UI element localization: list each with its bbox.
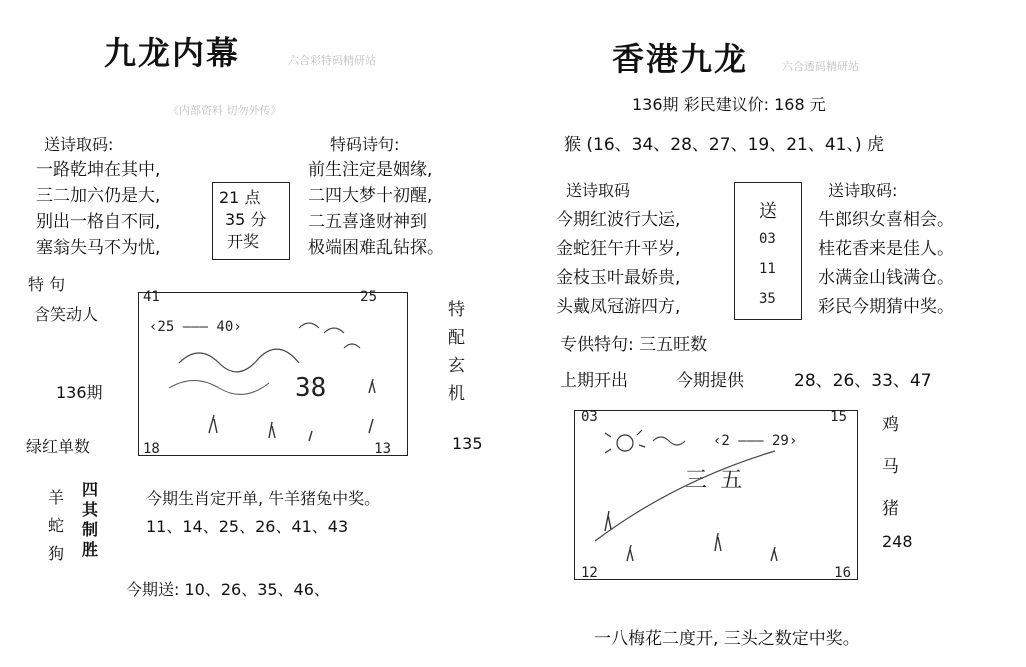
- left-sketch-frame: [138, 289, 408, 457]
- zodiac-mid-col: [82, 480, 98, 560]
- hint-line: 136期: [56, 383, 103, 402]
- side-label: 特: [448, 300, 465, 320]
- poem-line: 金蛇狂午升平岁,: [556, 239, 681, 259]
- side-label: 猪: [882, 499, 899, 519]
- sketch-number: 38: [295, 373, 327, 403]
- poem-line: 一路乾坤在其中,: [36, 160, 161, 180]
- right-side-labels: [882, 404, 899, 530]
- sketch-corner-br: 13: [374, 441, 391, 457]
- left-title: 九龙内幕: [104, 34, 241, 72]
- left-sketch-drawing: [139, 293, 407, 455]
- right-subtitle: 六合透码精研站: [782, 60, 859, 73]
- poem-line: 三二加六仍是大,: [36, 186, 161, 206]
- zodiac-sign: 羊: [48, 488, 65, 507]
- right-poem-right: [818, 206, 954, 322]
- poem-line: 水满金山钱满仓。: [818, 268, 954, 288]
- right-poem-header-left: 送诗取码: [566, 181, 631, 200]
- send-line: 今期送: 10、26、35、46、: [126, 580, 330, 599]
- sketch-number: 三 五: [685, 468, 743, 493]
- verse-line: 极端困难乱钻探。: [308, 238, 444, 258]
- zodiac-char: 胜: [82, 540, 99, 559]
- left-note: 《内部资料 切勿外传》: [168, 104, 282, 117]
- special-line: 专供特句: 三五旺数: [560, 335, 708, 355]
- poem-line: 桂花香来是佳人。: [818, 239, 954, 259]
- box-line: 送: [759, 201, 777, 222]
- monkey-line: 猴 (16、34、28、27、19、21、41、) 虎: [564, 135, 884, 155]
- poem-line: 头戴凤冠游四方,: [556, 297, 681, 317]
- poem-line: 塞翁失马不为忧,: [36, 238, 161, 258]
- sketch-arrow-range: ‹25 ——— 40›: [149, 319, 242, 335]
- sketch-corner-bl: 12: [581, 565, 598, 581]
- zodiac-sign: 狗: [48, 544, 65, 563]
- zodiac-char: 四: [82, 480, 99, 499]
- side-label: 鸡: [882, 415, 899, 435]
- verse-line: 前生注定是姻缘,: [308, 160, 433, 180]
- box-line: 35 分: [225, 210, 267, 229]
- right-sketch-frame: [574, 410, 858, 580]
- side-label: 马: [882, 457, 899, 477]
- send-code-box: [734, 182, 802, 320]
- zodiac-char: 其: [82, 500, 99, 519]
- hint-line: 绿红单数: [26, 437, 91, 456]
- sketch-corner-tl: 41: [143, 289, 160, 305]
- left-verse: [308, 157, 444, 261]
- draw-time-box: [212, 182, 290, 260]
- right-title: 香港九龙: [612, 40, 749, 78]
- verse-line: 二四大梦十初醒,: [308, 186, 433, 206]
- box-number: 03: [759, 231, 776, 247]
- right-side-number: 248: [882, 532, 913, 551]
- sketch-corner-tr: 15: [830, 409, 847, 425]
- zodiac-left-col: [48, 484, 64, 568]
- side-label: 配: [448, 328, 465, 348]
- poem-line: 牛郎织女喜相会。: [818, 210, 954, 230]
- last-label: 上期开出: [560, 371, 628, 391]
- sketch-corner-tr: 25: [360, 289, 377, 305]
- sketch-corner-tl: 03: [581, 409, 598, 425]
- left-verse-header: 特码诗句:: [330, 135, 400, 154]
- zodiac-numbers: 11、14、25、26、41、43: [146, 517, 349, 536]
- zodiac-sign: 蛇: [48, 516, 65, 535]
- sketch-corner-br: 16: [834, 565, 851, 581]
- right-sketch-drawing: [575, 411, 857, 579]
- left-poem: [36, 157, 160, 261]
- poem-line: 金枝玉叶最娇贵,: [556, 268, 681, 288]
- footer-line: 一八梅花二度开, 三头之数定中奖。: [594, 629, 860, 649]
- right-poem-left: [556, 206, 680, 322]
- left-side-labels: [448, 296, 465, 408]
- poem-line: 别出一格自不同,: [36, 212, 161, 232]
- zodiac-text: 今期生肖定开单, 牛羊猪兔中奖。: [146, 489, 381, 508]
- zodiac-char: 制: [82, 520, 99, 539]
- side-label: 玄: [448, 356, 465, 376]
- poem-line: 今期红波行大运,: [556, 210, 681, 230]
- box-line: 开奖: [227, 232, 260, 251]
- box-number: 35: [759, 291, 776, 307]
- sketch-corner-bl: 18: [143, 441, 160, 457]
- left-side-number: 135: [452, 434, 483, 453]
- box-line: 21 点: [219, 188, 261, 207]
- verse-line: 二五喜逢财神到: [308, 212, 427, 232]
- provide-numbers: 28、26、33、47: [794, 371, 932, 391]
- left-poem-header: 送诗取码:: [44, 135, 114, 154]
- sketch-arrow-range: ‹2 ——— 29›: [713, 433, 798, 449]
- box-number: 11: [759, 261, 776, 277]
- provide-label: 今期提供: [676, 371, 744, 391]
- left-subtitle: 六合彩特码精研站: [288, 54, 376, 67]
- side-label: 机: [448, 384, 465, 404]
- right-poem-header-right: 送诗取码:: [828, 181, 898, 200]
- hint-line: 含笑动人: [34, 305, 99, 324]
- special-label: 特 句: [28, 275, 66, 294]
- issue-line: 136期 彩民建议价: 168 元: [632, 95, 826, 114]
- poem-line: 彩民今期猜中奖。: [818, 297, 954, 317]
